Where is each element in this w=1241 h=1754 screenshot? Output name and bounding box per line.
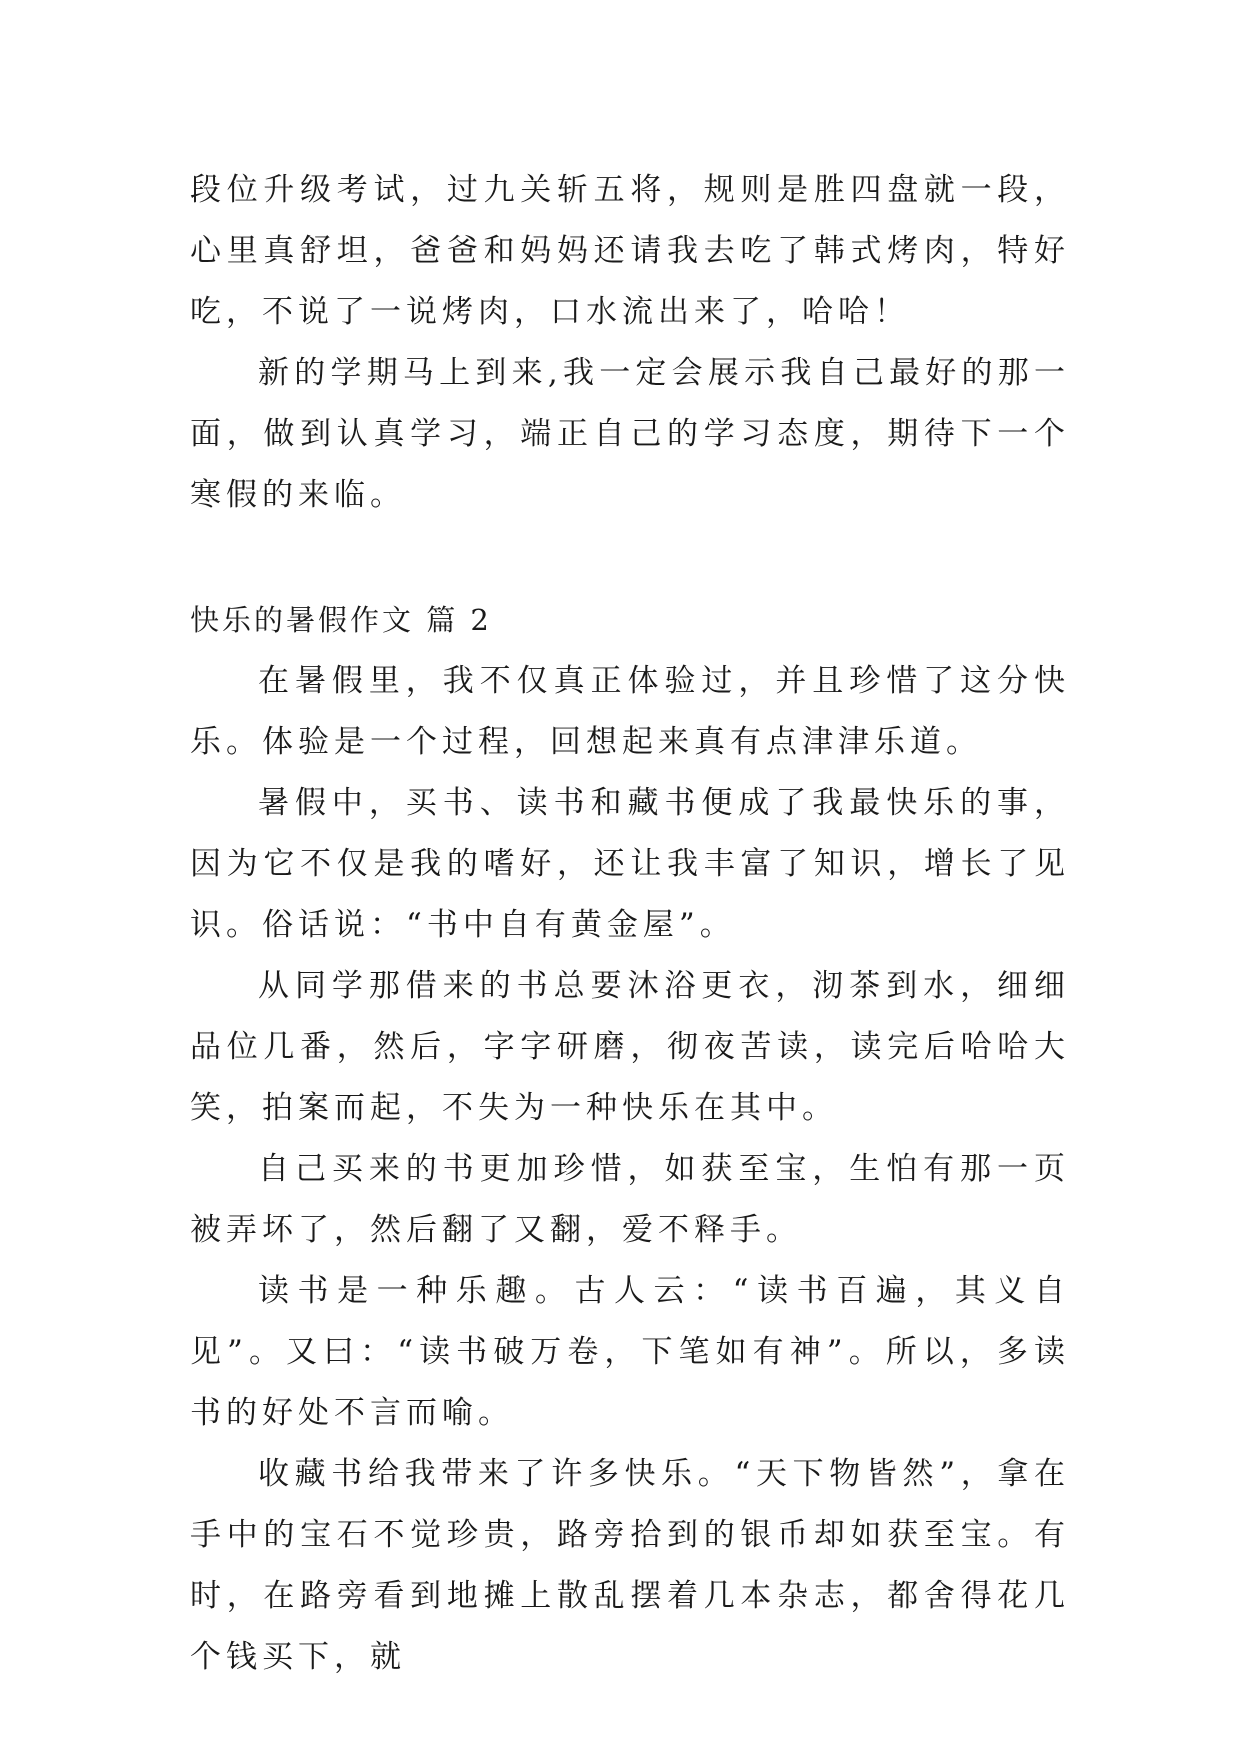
- paragraph: 从同学那借来的书总要沐浴更衣，沏茶到水，细细品位几番，然后，字字研磨，彻夜苦读，读完后哈哈大笑，拍案而起，不失为一种快乐在其中。: [190, 968, 1070, 1126]
- document-body: [190, 160, 1070, 1688]
- paragraph-continuation: 段位升级考试，过九关斩五将，规则是胜四盘就一段，心里真舒坦，爸爸和妈妈还请我去吃了韩式烤肉，特好吃，不说了一说烤肉，口水流出来了，哈哈！: [190, 172, 1070, 330]
- section-heading: 快乐的暑假作文 篇 2: [190, 603, 492, 637]
- paragraph: 暑假中，买书、读书和藏书便成了我最快乐的事，因为它不仅是我的嗜好，还让我丰富了知识，增长了见识。俗话说：“书中自有黄金屋”。: [190, 785, 1070, 943]
- paragraph: 在暑假里，我不仅真正体验过，并且珍惜了这分快乐。体验是一个过程，回想起来真有点津津乐道。: [190, 663, 1070, 760]
- paragraph: 读书是一种乐趣。古人云：“读书百遍，其义自见”。又曰：“读书破万卷，下笔如有神”。所以，多读书的好处不言而喻。: [190, 1273, 1070, 1431]
- paragraph: 收藏书给我带来了许多快乐。“天下物皆然”，拿在手中的宝石不觉珍贵，路旁拾到的银币却如获至宝。有时，在路旁看到地摊上散乱摆着几本杂志，都舍得花几个钱买下，就: [190, 1456, 1070, 1675]
- paragraph: 新的学期马上到来,我一定会展示我自己最好的那一面，做到认真学习，端正自己的学习态度，期待下一个寒假的来临。: [190, 355, 1070, 513]
- paragraph: 自己买来的书更加珍惜，如获至宝，生怕有那一页被弄坏了，然后翻了又翻，爱不释手。: [190, 1151, 1070, 1248]
